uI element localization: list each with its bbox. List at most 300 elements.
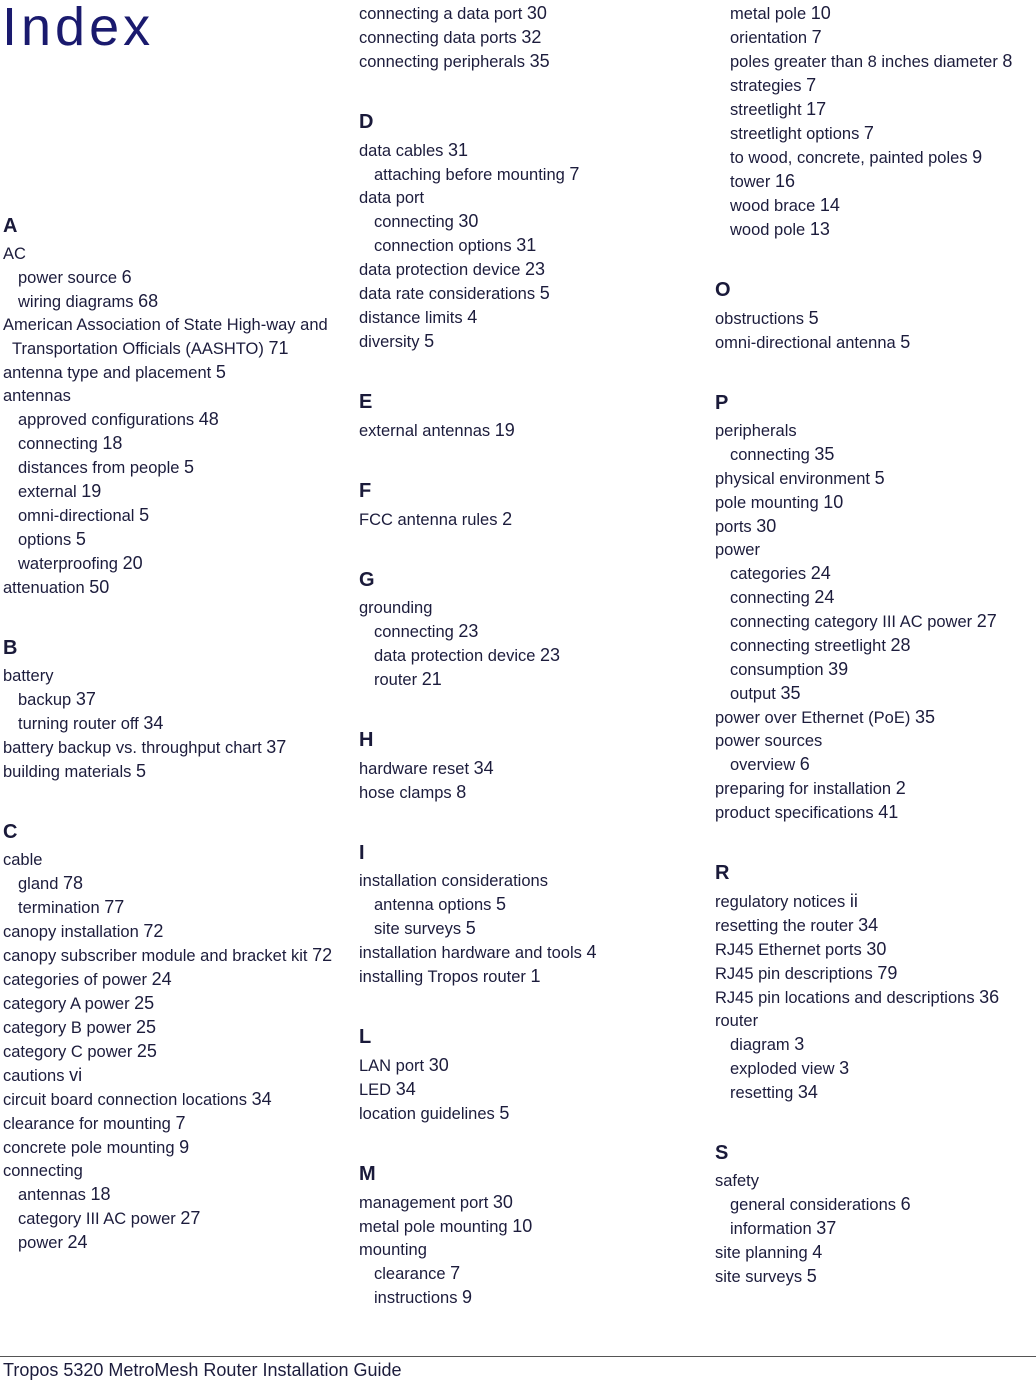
index-term: information: [730, 1220, 812, 1238]
page-number-link[interactable]: 30: [428, 1055, 449, 1075]
index-term: categories of power: [3, 971, 147, 989]
index-term: site planning: [715, 1244, 808, 1262]
page-number-link[interactable]: 23: [458, 621, 479, 641]
index-term: hose clamps: [359, 784, 452, 802]
index-section-e: [359, 390, 699, 443]
index-term: approved configurations: [18, 411, 195, 429]
page-number-link[interactable]: 16: [774, 171, 795, 191]
index-entry: [359, 306, 699, 330]
index-section-o: [715, 278, 1036, 355]
index-term: power sources: [715, 732, 823, 750]
index-column-3: [715, 2, 1036, 1325]
section-letter: D: [359, 111, 374, 133]
index-section-c: [3, 820, 343, 1255]
index-term: instructions: [374, 1289, 458, 1307]
page-number-link[interactable]: 7: [863, 123, 874, 143]
index-term: general considerations: [730, 1196, 897, 1214]
index-subentry: [715, 634, 1036, 658]
index-term: AC: [3, 245, 26, 263]
index-subentry: [359, 644, 699, 668]
index-entry: [715, 1170, 1036, 1193]
page-number-link[interactable]: 32: [521, 27, 542, 47]
index-term: cable: [3, 851, 43, 869]
page-number-link[interactable]: 5: [424, 331, 435, 351]
page-number-link[interactable]: 7: [450, 1263, 461, 1283]
page-number-link[interactable]: 25: [136, 1041, 157, 1061]
index-entry: [3, 736, 343, 760]
page-number-link[interactable]: 37: [75, 689, 96, 709]
index-term: turning router off: [18, 715, 139, 733]
page-number-link[interactable]: 4: [812, 1242, 823, 1262]
page-number-link[interactable]: 8: [1002, 51, 1013, 71]
index-entry: [359, 965, 699, 989]
index-subentry: [715, 2, 1036, 26]
page-number-link[interactable]: 5: [136, 761, 147, 781]
section-letter: M: [359, 1163, 376, 1185]
section-letter: F: [359, 480, 372, 502]
index-term: metal pole: [730, 5, 807, 23]
entry-list: [715, 420, 1036, 825]
index-term: cautions: [3, 1067, 65, 1085]
page-number-link[interactable]: 21: [421, 669, 442, 689]
page-number-link[interactable]: 25: [136, 1017, 157, 1037]
page-number-link[interactable]: 5: [806, 1266, 817, 1286]
index-term: antennas: [3, 387, 71, 405]
index-section-l: [359, 1025, 699, 1126]
page-number-link[interactable]: 2: [895, 778, 906, 798]
index-subentry: [3, 1231, 343, 1255]
index-subentry: [715, 98, 1036, 122]
index-subentry: [715, 146, 1036, 170]
index-term: attenuation: [3, 579, 85, 597]
index-term: location guidelines: [359, 1105, 495, 1123]
index-term: mounting: [359, 1241, 427, 1259]
index-subentry: [715, 753, 1036, 777]
page-number-link[interactable]: 5: [184, 457, 195, 477]
index-entry: [359, 139, 699, 163]
page-number-link[interactable]: 9: [972, 147, 983, 167]
index-section-g: [359, 568, 699, 692]
index-subentry: [715, 1081, 1036, 1105]
index-term: clearance: [374, 1265, 446, 1283]
page-number-link[interactable]: 30: [756, 516, 777, 536]
page-number-link[interactable]: 27: [180, 1208, 201, 1228]
index-term: LAN port: [359, 1057, 425, 1075]
index-entry: [359, 26, 699, 50]
entry-list: [359, 1191, 699, 1310]
page-number-link[interactable]: 3: [794, 1034, 805, 1054]
page-number-link[interactable]: 79: [877, 963, 898, 983]
index-entry: [359, 508, 699, 532]
index-column-2: [359, 2, 699, 1346]
page-number-link[interactable]: 72: [143, 921, 164, 941]
index-term: canopy installation: [3, 923, 139, 941]
index-entry: [3, 361, 343, 385]
section-letter: P: [715, 392, 729, 414]
index-term: data protection device: [359, 261, 521, 279]
index-entry: [359, 2, 699, 26]
index-entry: [715, 331, 1036, 355]
index-entry: [3, 920, 343, 944]
page-number-link[interactable]: 4: [586, 942, 597, 962]
index-entry: [3, 1112, 343, 1136]
index-subentry: [715, 170, 1036, 194]
page-number-link[interactable]: 10: [810, 3, 831, 23]
page-number-link[interactable]: 31: [516, 235, 537, 255]
index-term: gland: [18, 875, 59, 893]
index-section-h: [359, 728, 699, 805]
index-subentry: [359, 620, 699, 644]
index-term: connection options: [374, 237, 512, 255]
index-entry: [359, 1239, 699, 1262]
index-section-a: [3, 214, 343, 600]
index-term: external antennas: [359, 422, 491, 440]
page-number-link[interactable]: 41: [878, 802, 899, 822]
index-term: diagram: [730, 1036, 790, 1054]
page-number-link[interactable]: 34: [858, 915, 879, 935]
page-number-link[interactable]: 5: [215, 362, 226, 382]
index-term: RJ45 pin locations and descriptions: [715, 989, 975, 1007]
entry-list: [715, 2, 1036, 242]
index-entry: [359, 1215, 699, 1239]
page-number-link[interactable]: 20: [122, 553, 143, 573]
index-term: connecting: [3, 1162, 83, 1180]
index-entry: [3, 992, 343, 1016]
index-entry: [715, 1241, 1036, 1265]
page-number-link[interactable]: 19: [494, 420, 515, 440]
page-number-link[interactable]: 17: [806, 99, 827, 119]
page-number-link[interactable]: 19: [81, 481, 102, 501]
index-term: power: [18, 1234, 63, 1252]
page-number-link[interactable]: 5: [139, 505, 150, 525]
index-entry: [715, 890, 1036, 914]
index-term: resetting the router: [715, 917, 854, 935]
entry-list: [715, 1170, 1036, 1289]
page-number-link[interactable]: ii: [849, 891, 858, 911]
page-number-link[interactable]: 6: [900, 1194, 911, 1214]
index-section-s: [715, 1141, 1036, 1289]
page-number-link[interactable]: 7: [806, 75, 817, 95]
index-term: distance limits: [359, 309, 463, 327]
index-entry: [3, 849, 343, 872]
index-term: connecting: [730, 446, 810, 464]
index-subentry: [3, 480, 343, 504]
page-number-link[interactable]: 1: [530, 966, 541, 986]
index-term: attaching before mounting: [374, 166, 565, 184]
page-number-link[interactable]: 6: [121, 267, 132, 287]
index-term: management port: [359, 1194, 489, 1212]
section-letter: O: [715, 279, 731, 301]
index-section-continued: [359, 2, 699, 74]
page-number-link[interactable]: 9: [462, 1287, 473, 1307]
page-number-link[interactable]: 24: [814, 587, 835, 607]
index-subentry: [3, 1207, 343, 1231]
entry-list: [359, 757, 699, 805]
index-term: overview: [730, 756, 796, 774]
page-number-link[interactable]: 3: [839, 1058, 850, 1078]
footer-title: Tropos 5320 MetroMesh Router Installation Guide: [3, 1360, 402, 1380]
entry-list: [359, 2, 699, 74]
index-term: installation considerations: [359, 872, 548, 890]
index-term: circuit board connection locations: [3, 1091, 247, 1109]
index-entry: [715, 730, 1036, 753]
page-number-link[interactable]: 7: [811, 27, 822, 47]
index-entry: [359, 282, 699, 306]
page-number-link[interactable]: 23: [540, 645, 561, 665]
index-subentry: [715, 218, 1036, 242]
index-entry: [715, 420, 1036, 443]
page-number-link[interactable]: 18: [90, 1184, 111, 1204]
section-letter: R: [715, 862, 730, 884]
index-term: data rate considerations: [359, 285, 536, 303]
index-term: concrete pole mounting: [3, 1139, 175, 1157]
page-number-link[interactable]: 35: [914, 707, 935, 727]
page-number-link[interactable]: 30: [526, 3, 547, 23]
page-number-link[interactable]: 34: [395, 1079, 416, 1099]
index-term: power over Ethernet (PoE): [715, 709, 911, 727]
page-number-link[interactable]: 7: [175, 1113, 186, 1133]
index-term: pole mounting: [715, 494, 819, 512]
page-number-link[interactable]: 37: [816, 1218, 837, 1238]
index-entry: [3, 1136, 343, 1160]
page-number-link[interactable]: 5: [539, 283, 550, 303]
footer-divider: [0, 1356, 1036, 1357]
page-number-link[interactable]: 24: [67, 1232, 88, 1252]
index-term: exploded view: [730, 1060, 835, 1078]
index-section-p: [715, 391, 1036, 825]
index-entry: [359, 1102, 699, 1126]
index-entry: [3, 576, 343, 600]
page-number-link[interactable]: 14: [819, 195, 840, 215]
index-term: streetlight options: [730, 125, 860, 143]
index-entry: [359, 1078, 699, 1102]
page-number-link[interactable]: 68: [138, 291, 159, 311]
index-subentry: [715, 122, 1036, 146]
page-number-link[interactable]: 37: [266, 737, 287, 757]
index-section-continued: [715, 2, 1036, 242]
index-term: category C power: [3, 1043, 133, 1061]
page-number-link[interactable]: 10: [823, 492, 844, 512]
page-number-link[interactable]: 34: [143, 713, 164, 733]
page-number-link[interactable]: 24: [810, 563, 831, 583]
index-term: connecting a data port: [359, 5, 523, 23]
page-number-link[interactable]: 27: [976, 611, 997, 631]
index-subentry: [3, 408, 343, 432]
index-subentry: [3, 872, 343, 896]
index-entry: [3, 243, 343, 266]
index-subentry: [3, 712, 343, 736]
page-number-link[interactable]: 71: [268, 338, 289, 358]
index-entry: [3, 1160, 343, 1183]
index-subentry: [715, 74, 1036, 98]
index-term: connecting peripherals: [359, 53, 526, 71]
page-number-link[interactable]: 30: [866, 939, 887, 959]
index-term: antenna type and placement: [3, 364, 212, 382]
index-term: orientation: [730, 29, 808, 47]
index-term: omni-directional: [18, 507, 135, 525]
index-term: connecting: [18, 435, 98, 453]
index-term: product specifications: [715, 804, 874, 822]
index-term: connecting streetlight: [730, 637, 886, 655]
page-number-link[interactable]: 30: [492, 1192, 513, 1212]
page-number-link[interactable]: 18: [102, 433, 123, 453]
index-entry: [715, 539, 1036, 562]
page-number-link[interactable]: 77: [104, 897, 125, 917]
index-entry: [359, 781, 699, 805]
index-section-i: [359, 841, 699, 989]
page-number-link[interactable]: 36: [979, 987, 1000, 1007]
index-subentry: [3, 688, 343, 712]
page-number-link[interactable]: 72: [312, 945, 333, 965]
page-number-link[interactable]: 35: [814, 444, 835, 464]
index-column-1: [3, 214, 343, 1291]
index-section-d: [359, 110, 699, 354]
index-entry: [3, 665, 343, 688]
index-term: regulatory notices: [715, 893, 846, 911]
section-letter: S: [715, 1142, 729, 1164]
index-term: RJ45 pin descriptions: [715, 965, 873, 983]
index-term: peripherals: [715, 422, 797, 440]
index-entry: [715, 962, 1036, 986]
index-entry: [715, 467, 1036, 491]
index-term: American Association of State High-way and Transportation Officials (AASHTO): [3, 316, 328, 358]
index-subentry: [715, 658, 1036, 682]
index-term: obstructions: [715, 310, 804, 328]
section-letter: L: [359, 1026, 372, 1048]
index-term: resetting: [730, 1084, 794, 1102]
page-number-link[interactable]: 5: [496, 894, 507, 914]
index-term: diversity: [359, 333, 420, 351]
index-term: physical environment: [715, 470, 870, 488]
page-number-link[interactable]: 48: [198, 409, 219, 429]
index-term: streetlight: [730, 101, 802, 119]
index-entry: [715, 706, 1036, 730]
page-number-link[interactable]: 4: [467, 307, 478, 327]
index-term: consumption: [730, 661, 824, 679]
index-term: data port: [359, 189, 425, 207]
page-number-link[interactable]: 35: [780, 683, 801, 703]
index-term: data cables: [359, 142, 444, 160]
page-number-link[interactable]: 23: [525, 259, 546, 279]
page-number-link[interactable]: 13: [809, 219, 830, 239]
index-term: power: [715, 541, 760, 559]
page-number-link[interactable]: 5: [900, 332, 911, 352]
index-subentry: [715, 1193, 1036, 1217]
index-entry: [3, 1088, 343, 1112]
page-number-link[interactable]: 7: [569, 164, 580, 184]
index-term: clearance for mounting: [3, 1115, 171, 1133]
page-title: Index: [2, 0, 155, 57]
index-term: omni-directional antenna: [715, 334, 896, 352]
index-term: power source: [18, 269, 118, 287]
entry-list: [715, 307, 1036, 355]
page-number-link[interactable]: 5: [499, 1103, 510, 1123]
page-number-link[interactable]: 10: [512, 1216, 533, 1236]
index-term: ports: [715, 518, 752, 536]
page-number-link[interactable]: 5: [874, 468, 885, 488]
index-subentry: [715, 1033, 1036, 1057]
index-term: connecting category III AC power: [730, 613, 973, 631]
index-subentry: [3, 552, 343, 576]
index-entry: [359, 757, 699, 781]
index-entry: [359, 941, 699, 965]
index-term: installation hardware and tools: [359, 944, 582, 962]
index-subentry: [359, 210, 699, 234]
index-subentry: [3, 528, 343, 552]
page-number-link[interactable]: 34: [473, 758, 494, 778]
page-number-link[interactable]: 78: [62, 873, 83, 893]
page-number-link[interactable]: 2: [502, 509, 513, 529]
index-term: battery: [3, 667, 54, 685]
page-number-link[interactable]: 34: [797, 1082, 818, 1102]
section-letter: B: [3, 637, 18, 659]
entry-list: [359, 139, 699, 354]
index-subentry: [715, 610, 1036, 634]
index-entry: [3, 385, 343, 408]
index-subentry: [715, 443, 1036, 467]
index-term: router: [374, 671, 418, 689]
page-number-link[interactable]: 5: [75, 529, 86, 549]
page-number-link[interactable]: 5: [465, 918, 476, 938]
entry-list: [3, 849, 343, 1255]
index-term: installing Tropos router: [359, 968, 526, 986]
index-term: connecting: [730, 589, 810, 607]
index-entry: [715, 801, 1036, 825]
index-term: category A power: [3, 995, 130, 1013]
index-term: LED: [359, 1081, 392, 1099]
page-number-link[interactable]: 9: [179, 1137, 190, 1157]
page-number-link[interactable]: 30: [458, 211, 479, 231]
page-number-link[interactable]: 8: [456, 782, 467, 802]
index-subentry: [3, 266, 343, 290]
index-term: connecting: [374, 213, 454, 231]
page-number-link[interactable]: 24: [151, 969, 172, 989]
index-term: FCC antenna rules: [359, 511, 498, 529]
index-term: external: [18, 483, 77, 501]
index-subentry: [715, 50, 1036, 74]
index-entry: [3, 1016, 343, 1040]
index-term: wiring diagrams: [18, 293, 134, 311]
index-term: canopy subscriber module and bracket kit: [3, 947, 308, 965]
index-entry: [715, 986, 1036, 1010]
entry-list: [359, 597, 699, 692]
index-term: connecting data ports: [359, 29, 517, 47]
page-number-link[interactable]: 6: [799, 754, 810, 774]
page-number-link[interactable]: 28: [890, 635, 911, 655]
page-number-link[interactable]: 34: [251, 1089, 272, 1109]
page-number-link[interactable]: 50: [89, 577, 110, 597]
page-number-link[interactable]: 5: [808, 308, 819, 328]
index-term: building materials: [3, 763, 132, 781]
index-subentry: [715, 682, 1036, 706]
index-subentry: [3, 1183, 343, 1207]
index-entry: [359, 597, 699, 620]
page-number-link[interactable]: vi: [69, 1065, 83, 1085]
page-number-link[interactable]: 35: [529, 51, 550, 71]
index-subentry: [715, 1057, 1036, 1081]
index-term: hardware reset: [359, 760, 470, 778]
page-number-link[interactable]: 39: [828, 659, 849, 679]
index-term: backup: [18, 691, 72, 709]
index-entry: [359, 187, 699, 210]
index-entry: [715, 515, 1036, 539]
page-number-link[interactable]: 25: [134, 993, 155, 1013]
index-subentry: [359, 234, 699, 258]
page-number-link[interactable]: 31: [448, 140, 469, 160]
index-subentry: [3, 432, 343, 456]
entry-list: [359, 419, 699, 443]
section-letter: A: [3, 215, 18, 237]
